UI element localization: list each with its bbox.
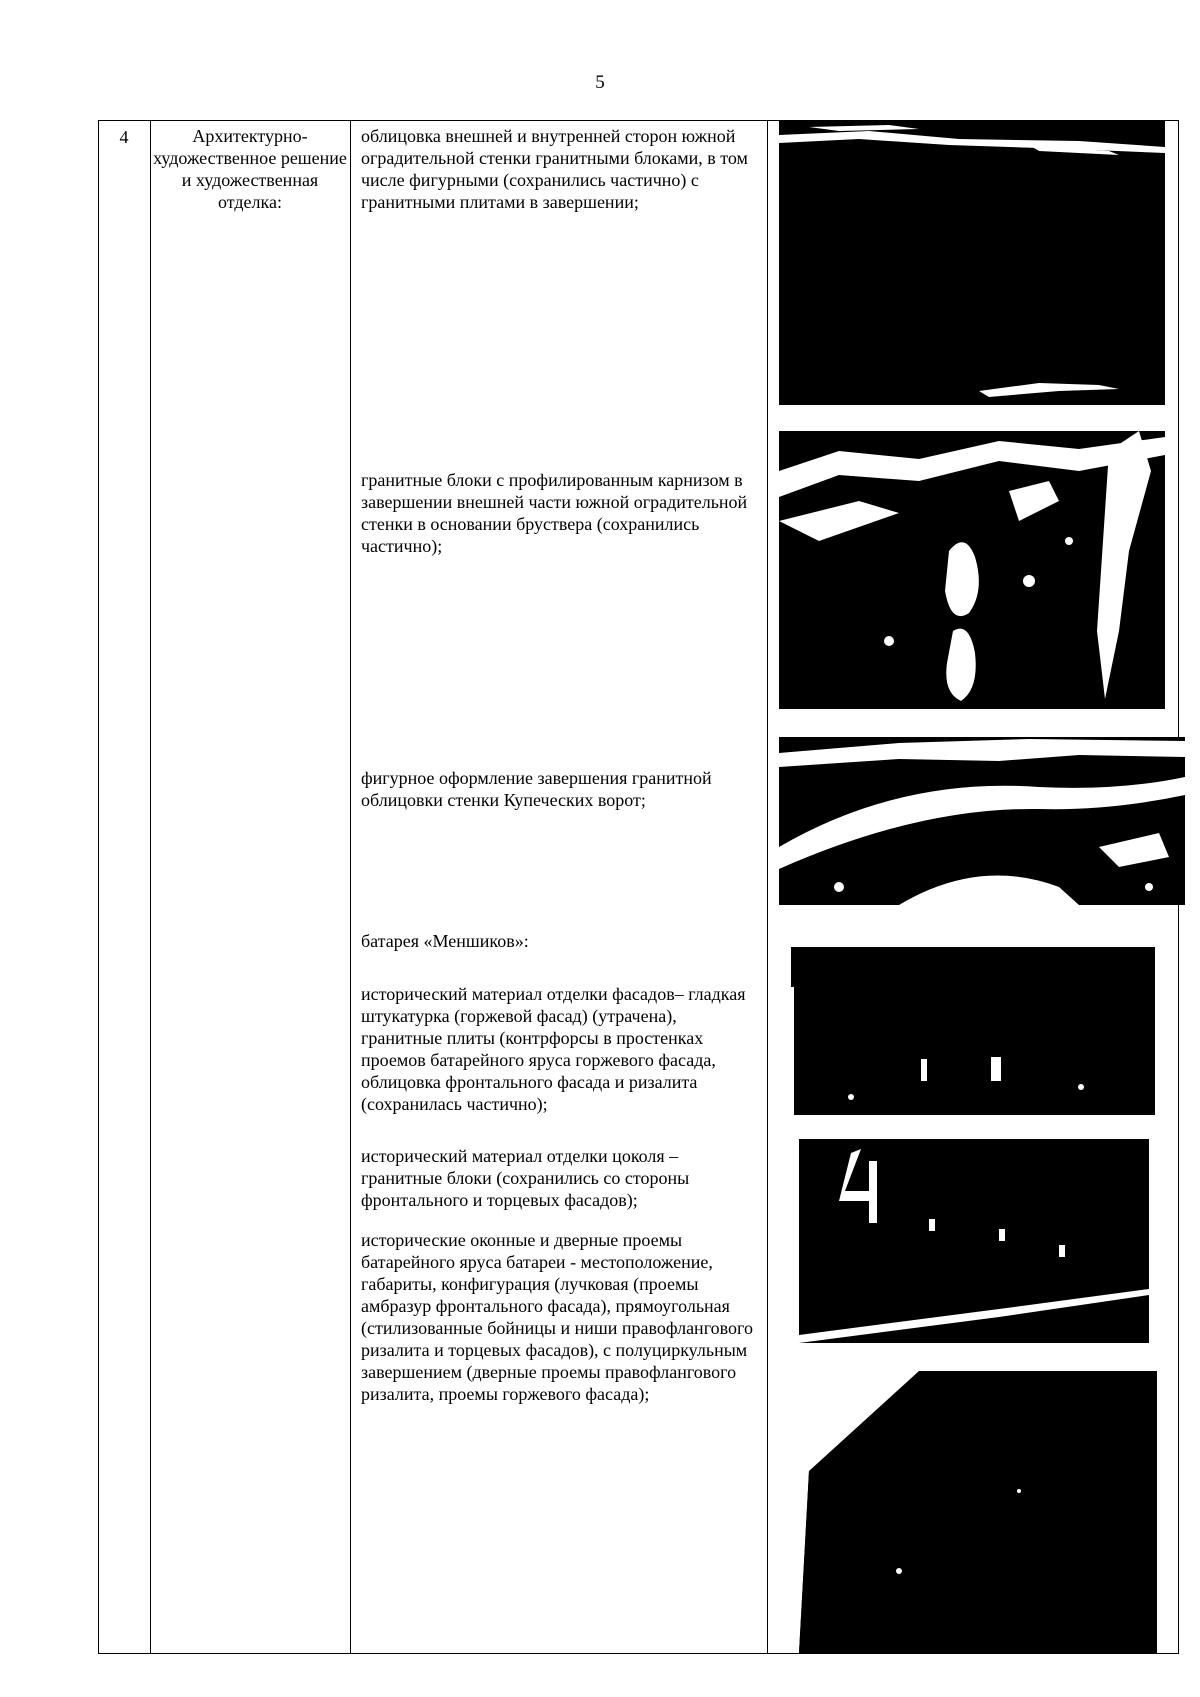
photo-battery-plinth-icon [799, 1139, 1149, 1343]
page-number: 5 [595, 72, 605, 93]
heritage-table [98, 120, 1179, 1654]
column-divider [767, 121, 768, 1653]
photo-battery-facade-icon [791, 947, 1155, 1115]
feature-text: фигурное оформление завершения гранитной облицовки стенки Купеческих ворот; [361, 768, 712, 810]
column-divider [150, 121, 151, 1653]
photo-cornice-blocks-icon [779, 431, 1165, 709]
row-number: 4 [119, 127, 129, 147]
feature-text: исторический материал отделки цоколя – гранитные блоки (сохранились со стороны фронтального и торцевых фасадов); [361, 1146, 690, 1210]
feature-text: батарея «Меншиков»: [361, 931, 529, 951]
photo-merchant-gate-icon [779, 737, 1185, 905]
feature-text: исторические оконные и дверные проемы батарейного яруса батареи - местоположение, габариты, конфигурация (лучковая (проемы амбразур фронтального фасада), прямоугольная (стилизованные бойницы и ниши правофлангового ризалита и торцевых фасадов), с полуциркульным завершением (дверные проемы правофлангового ризалита, проемы горжевого фасада); [361, 1230, 753, 1404]
section-title: Архитектурно-художественное решение и художественная отделка: [153, 126, 347, 212]
feature-text: исторический материал отделки фасадов– гладкая штукатурка (горжевой фасад) (утрачена), гранитные плиты (контрфорсы в простенках проемов батарейного яруса горжевого фасада, облицовка фронтального фасада и ризалита (сохранилась частично); [361, 984, 746, 1114]
column-divider [350, 121, 351, 1653]
feature-text: гранитные блоки с профилированным карнизом в завершении внешней части южной оградительной стенки в основании бруствера (сохранились частично); [361, 470, 748, 556]
photo-granite-wall-icon [779, 121, 1165, 405]
feature-text: облицовка внешней и внутренней сторон южной оградительной стенки гранитными блоками, в том числе фигурными (сохранились частично) с гранитными плитами в завершении; [361, 126, 748, 212]
photo-battery-openings-icon [799, 1371, 1157, 1653]
